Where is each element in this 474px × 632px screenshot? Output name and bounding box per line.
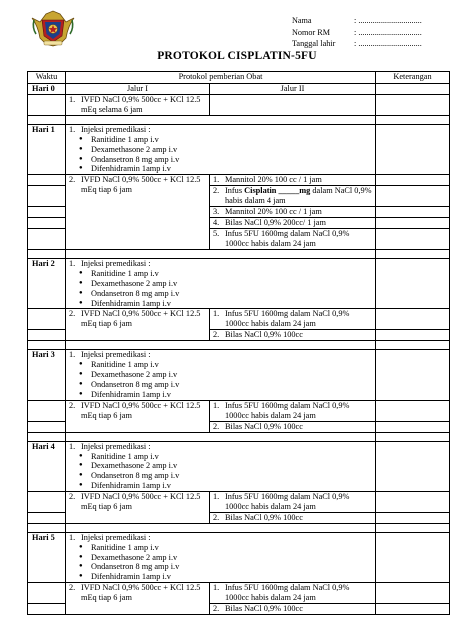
patient-field-label: Nomor RM xyxy=(292,27,330,37)
jalur2-cell xyxy=(210,186,376,207)
premedication-drug: ● Ondansetron 8 mg amp i.v xyxy=(91,289,372,299)
item-number: 1. xyxy=(213,491,220,501)
item-number: 2. xyxy=(69,582,76,592)
item-text: Infus 5FU 1600mg dalam NaCl 0,9% 1000cc habis dalam 24 jam xyxy=(225,491,350,511)
item-number: 1. xyxy=(213,309,220,319)
protocol-item xyxy=(213,218,372,228)
empty-cell xyxy=(66,523,376,532)
patient-field xyxy=(292,38,422,50)
protocol-table xyxy=(27,71,450,615)
item-number: 2. xyxy=(69,400,76,410)
item-text: Infus 5FU 1600mg dalam NaCl 0,9% 1000cc habis dalam 24 jam xyxy=(225,229,350,249)
keterangan-cell xyxy=(376,218,450,229)
empty-cell xyxy=(66,250,376,259)
keterangan-cell xyxy=(376,532,450,582)
empty-cell xyxy=(376,250,450,259)
item-number: 1. xyxy=(213,582,220,592)
premedication-cell xyxy=(66,259,376,309)
day-label: Hari 3 xyxy=(28,350,66,400)
premedication-drug: ● Ranitidine 1 amp i.v xyxy=(91,135,372,145)
item-number: 2. xyxy=(213,603,220,613)
day-cell-empty xyxy=(28,309,66,330)
premedication-drug: ● Difenhidramin 1amp i.v xyxy=(91,299,372,309)
protocol-row xyxy=(28,309,450,330)
jalur2-cell xyxy=(210,309,376,330)
day-cell-empty xyxy=(28,400,66,421)
item-text: Bilas NaCl 0,9% 200cc/ 1 jam xyxy=(225,218,326,228)
day-row xyxy=(28,350,450,400)
day-cell-empty xyxy=(28,330,66,341)
header-jalur2: Jalur II xyxy=(210,84,376,95)
keterangan-cell xyxy=(376,582,450,603)
empty-cell xyxy=(28,250,66,259)
keterangan-cell xyxy=(376,491,450,512)
protocol-row xyxy=(28,400,450,421)
empty-cell xyxy=(28,341,66,350)
day-cell-empty xyxy=(28,421,66,432)
patient-field-value: : ............................... xyxy=(354,16,422,25)
premedication-drug: ● Dexamethasone 2 amp i.v xyxy=(91,553,372,563)
premedication-drug: ● Ondansetron 8 mg amp i.v xyxy=(91,471,372,481)
premedication-drug: ● Dexamethasone 2 amp i.v xyxy=(91,370,372,380)
item-number: 2. xyxy=(213,186,220,196)
premedication-drug: ● Ranitidine 1 amp i.v xyxy=(91,452,372,462)
header-waktu: Waktu xyxy=(28,72,66,84)
item-text: IVFD NaCl 0,9% 500cc + KCl 12.5 mEq tiap 6 jam xyxy=(81,400,201,420)
keterangan-cell xyxy=(376,125,450,175)
patient-field xyxy=(292,27,422,39)
empty-cell xyxy=(28,523,66,532)
premedication-list xyxy=(69,543,372,582)
premedication-drug: ● Ondansetron 8 mg amp i.v xyxy=(91,562,372,572)
jalur1-cell xyxy=(66,309,210,341)
keterangan-cell xyxy=(376,441,450,491)
item-number: 1. xyxy=(69,350,76,360)
premedication-drug: ● Ranitidine 1 amp i.v xyxy=(91,360,372,370)
header-keterangan: Keterangan xyxy=(376,72,450,84)
keterangan-cell xyxy=(376,175,450,186)
document-title: PROTOKOL CISPLATIN-5FU xyxy=(157,50,317,62)
jalur2-cell xyxy=(210,421,376,432)
protocol-item xyxy=(213,604,372,614)
item-number: 1. xyxy=(69,95,76,104)
protocol-row xyxy=(28,582,450,603)
jalur2-cell xyxy=(210,582,376,603)
day-row xyxy=(28,441,450,491)
day-spacer xyxy=(28,432,450,441)
item-text: Infus 5FU 1600mg dalam NaCl 0,9% 1000cc habis dalam 24 jam xyxy=(225,309,350,329)
day-row xyxy=(28,532,450,582)
subheader-row xyxy=(28,84,450,95)
jalur1-cell xyxy=(66,175,210,250)
premedication-cell xyxy=(66,350,376,400)
protocol-item xyxy=(213,422,372,432)
item-text: IVFD NaCl 0,9% 500cc + KCl 12.5 mEq tiap 6 jam xyxy=(81,491,201,511)
protocol-item xyxy=(213,513,372,523)
premedication-drug: ● Ranitidine 1 amp i.v xyxy=(91,269,372,279)
item-number: 2. xyxy=(69,309,76,319)
item-text: IVFD NaCl 0,9% 500cc + KCl 12.5 mEq tiap 6 jam xyxy=(81,309,201,329)
empty-cell xyxy=(376,116,450,125)
protocol-item xyxy=(213,175,372,185)
protocol-item xyxy=(69,583,206,603)
day-row xyxy=(28,259,450,309)
item-number: 5. xyxy=(213,229,220,239)
jalur1-cell xyxy=(66,400,210,432)
item-number: 1. xyxy=(69,259,76,269)
day-cell-empty xyxy=(28,491,66,512)
premedication-heading xyxy=(69,125,372,135)
protocol-item xyxy=(213,330,372,340)
jalur2-cell xyxy=(210,400,376,421)
keterangan-cell xyxy=(376,421,450,432)
patient-field-label: Tanggal lahir xyxy=(292,39,336,48)
day-label: Hari 1 xyxy=(28,125,66,175)
item-number: 1. xyxy=(213,175,220,185)
empty-cell xyxy=(66,116,376,125)
item-number: 1. xyxy=(213,400,220,410)
empty-cell xyxy=(28,116,66,125)
protocol-row xyxy=(28,491,450,512)
jalur2-cell xyxy=(210,207,376,218)
day-label: Hari 2 xyxy=(28,259,66,309)
premedication-drug: ● Ranitidine 1 amp i.v xyxy=(91,543,372,553)
item-text: Bilas NaCl 0,9% 100cc xyxy=(225,603,303,613)
keterangan-cell xyxy=(376,84,450,95)
jalur2-cell xyxy=(210,491,376,512)
day-spacer xyxy=(28,250,450,259)
keterangan-cell xyxy=(376,330,450,341)
day-label: Hari 0 xyxy=(28,84,66,95)
premedication-list xyxy=(69,452,372,491)
header-protokol: Protokol pemberian Obat xyxy=(66,72,376,84)
day-cell-empty xyxy=(28,207,66,218)
premedication-list xyxy=(69,360,372,399)
patient-field-value: : ............................... xyxy=(354,39,422,48)
item-text: Infus 5FU 1600mg dalam NaCl 0,9% 1000cc habis dalam 24 jam xyxy=(225,400,350,420)
protocol-item xyxy=(213,583,372,603)
day-row xyxy=(28,125,450,175)
protocol-row xyxy=(28,175,450,186)
jalur2-cell xyxy=(210,330,376,341)
patient-field-value: : ............................... xyxy=(354,27,422,37)
patient-field-label: Nama xyxy=(292,16,312,25)
military-emblem-logo xyxy=(30,8,76,48)
empty-cell xyxy=(28,432,66,441)
premedication-drug: ● Ondansetron 8 mg amp i.v xyxy=(91,155,372,165)
item-text: Bilas NaCl 0,9% 100cc xyxy=(225,330,303,340)
item-text: IVFD NaCl 0,9% 500cc + KCl 12.5 mEq selama 6 jam xyxy=(81,95,201,114)
premedication-cell xyxy=(66,125,376,175)
item-number: 2. xyxy=(69,491,76,501)
empty-cell xyxy=(376,523,450,532)
item-text: Mannitol 20% 100 cc / 1 jam xyxy=(225,175,322,185)
premedication-drug: ● Difenhidramin 1amp i.v xyxy=(91,572,372,582)
item-number: 2. xyxy=(213,512,220,522)
day-cell-empty xyxy=(28,512,66,523)
empty-cell xyxy=(66,432,376,441)
empty-cell xyxy=(66,341,376,350)
protocol-item xyxy=(213,186,372,206)
premedication-cell xyxy=(66,441,376,491)
day-label: Hari 4 xyxy=(28,441,66,491)
item-text: Infus 5FU 1600mg dalam NaCl 0,9% 1000cc habis dalam 24 jam xyxy=(225,582,350,602)
premedication-title: Injeksi premedikasi : xyxy=(81,259,151,269)
day-cell-empty xyxy=(28,218,66,229)
keterangan-cell xyxy=(376,186,450,207)
item-text xyxy=(225,186,372,206)
premedication-drug: ● Difenhidramin 1amp i.v xyxy=(91,390,372,400)
day-label: Hari 5 xyxy=(28,532,66,582)
item-number: 3. xyxy=(213,207,220,217)
premedication-drug: ● Dexamethasone 2 amp i.v xyxy=(91,145,372,155)
day-cell-empty xyxy=(28,603,66,614)
jalur2-cell xyxy=(210,175,376,186)
premedication-cell xyxy=(66,532,376,582)
protocol-item xyxy=(69,492,206,512)
jalur2-cell xyxy=(210,512,376,523)
patient-field xyxy=(292,15,422,27)
jalur2-cell xyxy=(210,218,376,229)
protocol-item xyxy=(213,229,372,249)
jalur1-cell xyxy=(66,95,210,116)
premedication-drug: ● Difenhidramin 1amp i.v xyxy=(91,164,372,174)
premedication-title: Injeksi premedikasi : xyxy=(81,125,151,134)
keterangan-cell xyxy=(376,350,450,400)
keterangan-cell xyxy=(376,309,450,330)
jalur2-cell xyxy=(210,95,376,116)
premedication-title: Injeksi premedikasi : xyxy=(81,350,151,360)
day-cell-empty xyxy=(28,95,66,116)
premedication-heading xyxy=(69,259,372,269)
item-text-bold: Cisplatin _____mg xyxy=(244,186,311,196)
premedication-heading xyxy=(69,533,372,543)
keterangan-cell xyxy=(376,95,450,116)
patient-info xyxy=(292,15,422,50)
item-text-post: dalam NaCl 0,9% habis dalam 4 jam xyxy=(225,186,372,206)
jalur1-cell xyxy=(66,491,210,523)
item-text: IVFD NaCl 0,9% 500cc + KCl 12.5 mEq tiap 6 jam xyxy=(81,175,201,195)
premedication-title: Injeksi premedikasi : xyxy=(81,532,151,542)
day-spacer xyxy=(28,341,450,350)
item-number: 1. xyxy=(69,125,76,134)
keterangan-cell xyxy=(376,259,450,309)
premedication-drug: ● Difenhidramin 1amp i.v xyxy=(91,481,372,491)
premedication-list xyxy=(69,269,372,308)
protocol-item xyxy=(69,175,206,195)
day-cell-empty xyxy=(28,175,66,186)
protocol-item xyxy=(69,309,206,329)
jalur2-cell xyxy=(210,229,376,250)
day-cell-empty xyxy=(28,186,66,207)
protocol-item xyxy=(69,401,206,421)
day-cell-empty xyxy=(28,582,66,603)
jalur2-cell xyxy=(210,603,376,614)
protocol-item xyxy=(213,401,372,421)
premedication-drug: ● Ondansetron 8 mg amp i.v xyxy=(91,380,372,390)
premedication-drug: ● Dexamethasone 2 amp i.v xyxy=(91,461,372,471)
item-text: Mannitol 20% 100 cc / 1 jam xyxy=(225,207,322,217)
day-spacer xyxy=(28,523,450,532)
protocol-item xyxy=(213,309,372,329)
item-number: 4. xyxy=(213,218,220,228)
item-text: Bilas NaCl 0,9% 100cc xyxy=(225,512,303,522)
empty-cell xyxy=(376,341,450,350)
day-cell-empty xyxy=(28,229,66,250)
premedication-heading xyxy=(69,350,372,360)
item-number: 2. xyxy=(69,175,76,185)
keterangan-cell xyxy=(376,229,450,250)
jalur1-cell xyxy=(66,582,210,614)
item-text-pre: Infus xyxy=(225,186,245,196)
empty-cell xyxy=(376,432,450,441)
protocol-item xyxy=(213,492,372,512)
premedication-heading xyxy=(69,442,372,452)
keterangan-cell xyxy=(376,207,450,218)
keterangan-cell xyxy=(376,603,450,614)
keterangan-cell xyxy=(376,400,450,421)
premedication-list xyxy=(69,135,372,174)
item-text: IVFD NaCl 0,9% 500cc + KCl 12.5 mEq tiap 6 jam xyxy=(81,582,201,602)
item-number: 2. xyxy=(213,421,220,431)
protocol-item xyxy=(69,95,206,115)
item-text: Bilas NaCl 0,9% 100cc xyxy=(225,421,303,431)
keterangan-cell xyxy=(376,512,450,523)
protocol-item xyxy=(213,207,372,217)
item-number: 1. xyxy=(69,441,76,451)
header-jalur1: Jalur I xyxy=(66,84,210,95)
item-number: 2. xyxy=(213,330,220,340)
premedication-drug: ● Dexamethasone 2 amp i.v xyxy=(91,279,372,289)
day-spacer xyxy=(28,116,450,125)
protocol-row xyxy=(28,95,450,116)
premedication-title: Injeksi premedikasi : xyxy=(81,441,151,451)
item-number: 1. xyxy=(69,532,76,542)
